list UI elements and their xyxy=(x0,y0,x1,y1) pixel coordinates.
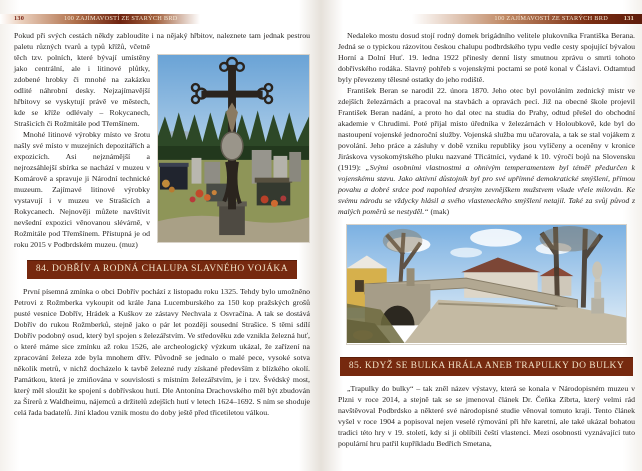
beran-chronicle-quote: „Svými osobními vlastnostmi a ohnivým temperamentem byl téměř předurčen k vojenskému stavu. Jako aktivní důstojník byl pro své upřímné demokratické smýšlení, přímou povahu a dobré srdce pod napohled drsným zevnějškem mužstvem všude vřele milován. Ke svému národu se vždycky hlásil a svého vlasteneckého smýšlení netajil. Také za svůj původ z malých poměrů se nestyděl.“ xyxy=(338,163,636,216)
right-page-number: 131 xyxy=(623,15,634,22)
beran-author-credit: (mak) xyxy=(428,207,450,216)
cemetery-cross-photo xyxy=(157,54,310,243)
paragraph-dobriv-history: První písemná zmínka o obci Dobřív pochází z listopadu roku 1325. Tehdy bylo umožněno Petrovi z Rožmberka vykoupit od krále Jana Lucemburského za 150 kop pražských grošů pusté vesnice Dobřív, Hrádek a Kuškov ze zástavy Nechvala z Osvračína. A tak se dostává Dobřív do rukou Rožmberků, stejně jako o pár let později sousední Strašice. S těmi sdílí Dobřív podobný osud, který byl spojen s železářstvím. Ve středověku zde vznikla železná huť, o které máme sice zmínku až roku 1526, ale archeologický výzkum ukázal, že zařízení na zpracování železa zde byla mnohem dřív. Původně se jednalo o malé pece, vysoké sotva několik metrů, v nichž docházelo k tavbě železné rudy získané především z blízkého okolí. Památkou, která je zmiňována v souvislosti s místním železářstvím, je i tzv. Švédský most, který měl sloužit ke spojení s dobřívskou hutí. Dle Antonína Drachovského měl být zbudován za Šírerů z Waldheimu, nájemců a držitelů zdejších hutí v letech 1624–1692. S ním se shoduje celá řada badatelů. Jiní kladou vznik mostu do doby ještě před třicetiletou válkou. xyxy=(14,287,310,417)
left-page-text xyxy=(14,30,310,418)
left-header-title: 100 ZAJÍMAVOSTÍ ZE STARÝCH BRD xyxy=(64,15,178,22)
paragraph-beran-house: Nedaleko mostu dosud stojí rodný domek brigádního velitele plukovníka Františka Berana. Jedná se o typickou rázovitou českou chalupu podbrdského typu vedle cesty spojující bývalou Horní a Dolní Huť. 19. ledna 1922 přinesly denní listy smutnou zprávu o smrti tohoto dobřívského rodáka. Slavný pohřeb s vojenskými poctami se poté konal v Čáslavi. Odtamtud byly převezeny tělesné ostatky do jeho rodiště. xyxy=(338,31,635,84)
paragraph-trapulky: „Trapulky do bulky“ – tak zněl název výstavy, která se konala v Národopisném muzeu v Plzni v roce 2014, a stejně tak se se jmenoval článek Dr. Čeňka Zíbrta, který velmi rád navštěvoval Podbrdsko a některé své národopisné studie věnoval tomuto kraji. Tento článek vyšel v roce 1904 a popisoval nejen veselé rýmování při hře karetní, ale také ukázal bohatou tradici této hry v 19. století, kdy si ji oblíbili čeští vlastenci. Mezi osobnosti vyznávající tuto populární hru patřil kupříkladu Bedřich Smetana, xyxy=(338,384,635,448)
stone-bridge-illustration xyxy=(347,225,626,344)
right-running-header xyxy=(392,14,642,24)
section-84-heading-row xyxy=(14,260,310,279)
paragraph-beran-biography xyxy=(338,85,635,217)
cemetery-cross-illustration xyxy=(158,55,309,242)
swedish-bridge-photo xyxy=(346,224,627,345)
beran-text-before-quote: František Beran se narodil 22. února 1870. Jeho otec byl povoláním zednický mistr ve zdejších železárnách a pracoval na stavbách a opravách pecí. Již na obecné škole projevil František Beran nadání, a proto ho dal otec na studia do Prahy, odtud přešel do obchodní akademie v Chrudimi. Poté přijal místo úředníka v železárnách v Holoubkově, kde byl do nastoupení vojenské jednoroční služby. Vojenská služba mu učarovala, a tak se stal vojákem z povolání. Jeho práce a zásluhy v době vzniku republiky jsou vylíčeny a oceněny v kronice Jiráskova vysokomýtského pluku nazvané Třicátníci, vydané k 10. výročí bojů na Slovensku (1919): xyxy=(338,86,635,172)
section-85-heading: 85. KDYŽ SE BULKA HRÁLA ANEB TRAPULKY DO BULKY xyxy=(340,357,633,376)
right-page-text xyxy=(338,30,635,449)
right-header-title: 100 ZAJÍMAVOSTÍ ZE STARÝCH BRD xyxy=(494,15,608,22)
section-85-heading-row xyxy=(338,357,635,376)
section-84-heading: 84. DOBŘÍV A RODNÁ CHALUPA SLAVNÉHO VOJÁKA xyxy=(27,260,297,279)
paragraph-museum-collections: Mnohé litinové výrobky místo ve šrotu našly své místo v muzejních depozitářích a expozicích. Asi nejznámější a nejrozsáhlejší sbírka se nachází v muzeu v Komárově a spravuje ji Národní technické muzeum. Zajímavé litinové výrobky vystavují i v muzeu ve Strašicích a Rokycanech. Nejnověji můžete navštívit nevšední expozici věnovanou slévárně, v Rožmitále pod Třemšínem. Přístupná je od roku 2015 v Podbrdském muzeu. (muz) xyxy=(14,130,150,249)
left-running-header xyxy=(0,14,250,24)
left-page-number: 130 xyxy=(14,15,25,22)
paragraph-cemetery-crosses: Pokud při svých cestách někdy zabloudíte i na nějaký hřbitov, naleznete tam jednak pestrou paletu různých tvarů a typů křížů, včetně těch tzv. polních, které bývají umístěny jako centrální, ale i litinové plůtky, zdobené hrobky či mnohé na zakázku odlité náhrobní desky. Nejzajímavější hřbitovy se vyskytují právě ve městech, kde se kříže odlévaly – Rokycanech, Strašicích či Rožmitále pod Třemšínem. xyxy=(14,31,310,128)
